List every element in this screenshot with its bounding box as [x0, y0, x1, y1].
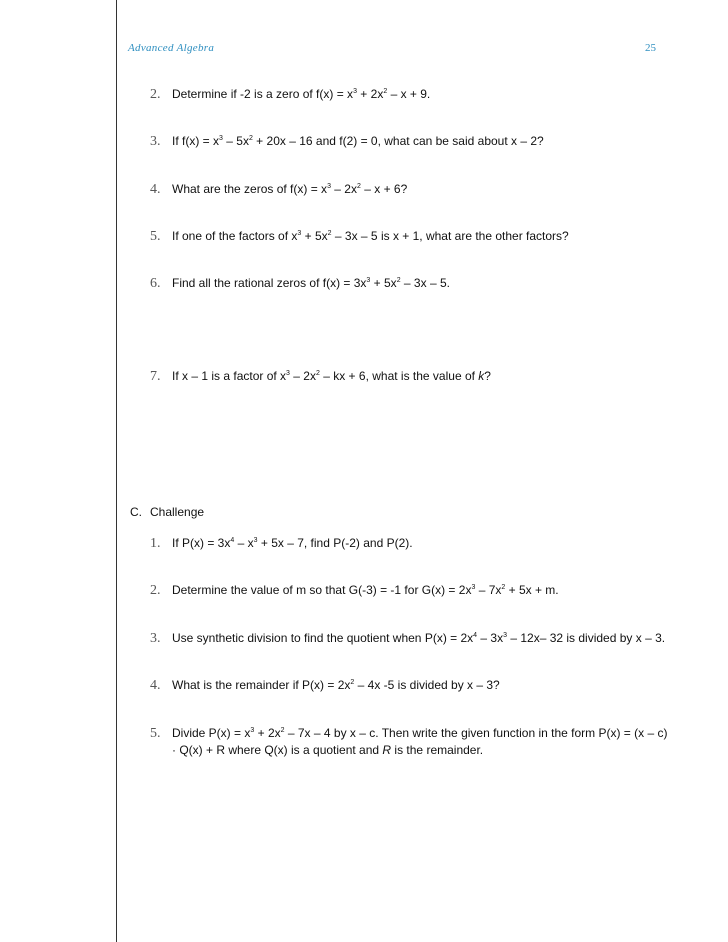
section-letter: C. — [130, 505, 142, 519]
challenge-item — [150, 630, 670, 647]
book-title: Advanced Algebra — [128, 42, 215, 54]
exercise-item — [150, 368, 670, 385]
item-text: Determine the value of m so that G(-3) = -1 for $G(x) = 2x^3 - 7x^2 + 5x + m$. — [172, 583, 559, 597]
item-number: 4. — [150, 678, 161, 693]
item-text: Find all the rational zeros of $f(x) = 3x^3 + 5x^2 - 3x - 5$. — [172, 276, 450, 290]
exercise-item — [150, 228, 670, 245]
exercise-item — [150, 133, 670, 150]
item-number: 5. — [150, 726, 161, 741]
exercise-item — [150, 86, 670, 103]
item-text: Use synthetic division to find the quotient when $P(x) = 2x^4 - 3x^3 - 12x-$ 32 is divided by x – 3. — [172, 631, 666, 645]
exercise-item — [150, 275, 670, 292]
challenge-item — [150, 677, 670, 694]
item-text: If one of the factors of $x^3 + 5x^2 - 3x - 5$ is x + 1, what are the other factors? — [172, 229, 569, 243]
item-number: 2. — [150, 87, 161, 102]
exercise-item — [150, 181, 670, 198]
item-number: 3. — [150, 631, 161, 646]
item-number: 3. — [150, 134, 161, 149]
item-number: 5. — [150, 229, 161, 244]
item-number: 1. — [150, 536, 161, 551]
page-header — [128, 42, 656, 60]
challenge-item — [150, 535, 670, 552]
item-number: 4. — [150, 182, 161, 197]
section-title: Challenge — [150, 505, 205, 519]
section-heading — [130, 504, 204, 521]
challenge-item — [150, 582, 670, 599]
item-text: What are the zeros of $f(x) = x^3 - 2x^2 - x + 6$? — [172, 182, 408, 196]
item-text: If $P(x) = 3x^4 - x^3 + 5x - 7$, find P(-2) and P(2). — [172, 536, 413, 550]
margin-rule — [116, 0, 117, 942]
item-text: What is the remainder if $P(x) = 2x^2 - 4x$ -5 is divided by x – 3? — [172, 678, 500, 692]
item-number: 7. — [150, 369, 161, 384]
item-number: 2. — [150, 583, 161, 598]
page-number: 25 — [645, 42, 656, 54]
item-number: 6. — [150, 276, 161, 291]
item-text: If x – 1 is a factor of $x^3 - 2x^2$ – kx + 6, what is the value of k? — [172, 369, 491, 383]
challenge-item — [150, 725, 670, 759]
item-text: If $f(x) = x^3 - 5x^2 + 20x - 16$ and f(2) = 0, what can be said about x – 2? — [172, 134, 544, 148]
item-text: Determine if -2 is a zero of $f(x) = x^3 + 2x^2 - x + 9$. — [172, 87, 431, 101]
item-text: Divide $P(x) = x^3 + 2x^2 - 7x - 4$ by x – c. Then write the given function in the form P(x) = (x – c) · Q(x) + R where Q(x) is a quotient and R is the remainder. — [172, 726, 668, 757]
